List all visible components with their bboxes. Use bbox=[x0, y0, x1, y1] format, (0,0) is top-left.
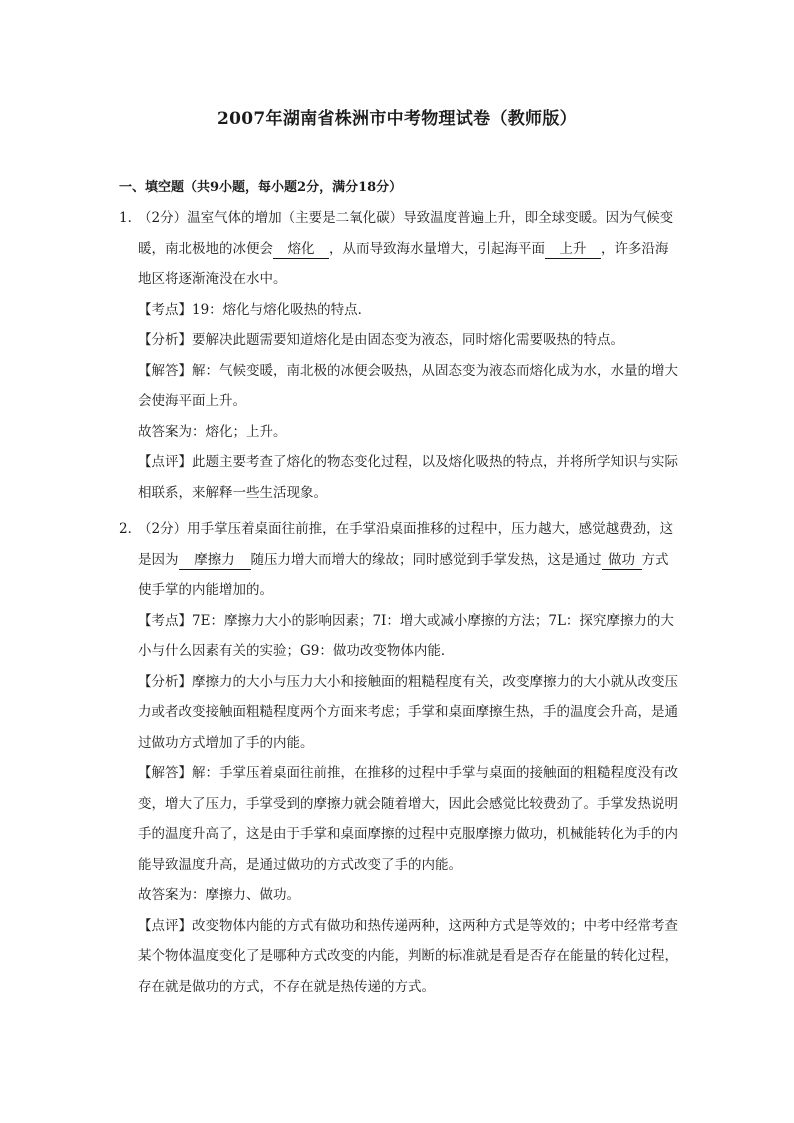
answer-line: 故答案为：熔化；上升。 bbox=[138, 423, 287, 440]
dianping-tag: 【点评】 bbox=[138, 454, 192, 470]
dianping-text: 此题主要考查了熔化的物态变化过程，以及熔化吸热的特点，并将所学知识与实际相联系，来解释一些生活现象。 bbox=[138, 454, 678, 501]
fenxi-text: 要解决此题需要知道熔化是由固态变为液态，同时熔化需要吸热的特点。 bbox=[192, 332, 624, 348]
answer-line: 故答案为：摩擦力、做功。 bbox=[138, 887, 300, 903]
question-stem bbox=[119, 203, 679, 295]
kaodian-block bbox=[138, 295, 679, 326]
fenxi-text: 摩擦力的大小与压力大小和接触面的粗糙程度有关，改变摩擦力的大小就从改变压力或者改变接触面粗糙程度两个方面来考虑；手掌和桌面摩擦生热，手的温度会升高，是通过做功方式增加了手的内能。 bbox=[138, 673, 678, 751]
jieda-text: 解：气候变暖，南北极的冰便会吸热，从固态变为液态而熔化成为水，水量的增大会使海平面上升。 bbox=[138, 362, 678, 409]
answer-blank: 熔化 bbox=[273, 240, 329, 259]
stem-text: （2分）用手掌压着桌面往前推，在手掌沿桌面推移的过程中，压力越大，感觉越费劲，这是因为 bbox=[138, 521, 674, 568]
question-stem bbox=[119, 514, 679, 606]
kaodian-tag: 【考点】 bbox=[138, 612, 192, 629]
jieda-text: 解：手掌压着桌面往前推，在推移的过程中手掌与桌面的接触面的粗糙程度没有改变，增大了压力，手掌受到的摩擦力就会随着增大，因此会感觉比较费劲了。手掌发热说明手的温度升高了，这是由于手掌和桌面摩擦的过程中克服摩擦力做功，机械能转化为手的内能导致温度升高，是通过做功的方式改变了手的内能。 bbox=[138, 765, 678, 873]
fenxi-tag: 【分析】 bbox=[138, 332, 192, 348]
kaodian-text: 7E：摩擦力大小的影响因素；7I：增大或减小摩擦的方法；7L：探究摩擦力的大小与什么因素有关的实验；G9：做功改变物体内能． bbox=[138, 612, 674, 659]
fenxi-tag: 【分析】 bbox=[138, 673, 192, 690]
fenxi-block bbox=[138, 667, 679, 759]
jieda-tag: 【解答】 bbox=[138, 765, 192, 781]
dianping-tag: 【点评】 bbox=[138, 917, 192, 934]
answer-blank: 做功 bbox=[602, 551, 642, 570]
question-number: 1． bbox=[119, 210, 142, 226]
stem-text: 方式使手掌的内能增加的。 bbox=[138, 551, 669, 598]
stem-text: 随压力增大而增大的缘故；同时感觉到手掌发热，这是通过 bbox=[250, 551, 602, 568]
kaodian-block bbox=[138, 606, 679, 667]
kaodian-text: 19：熔化与熔化吸热的特点． bbox=[192, 301, 372, 318]
dianping-block bbox=[138, 447, 679, 508]
answer-blank: 摩擦力 bbox=[179, 551, 251, 570]
question-2 bbox=[119, 514, 679, 1002]
page-title: 2007年湖南省株洲市中考物理试卷（教师版） bbox=[217, 109, 577, 129]
kaodian-tag: 【考点】 bbox=[138, 301, 192, 318]
question-number: 2． bbox=[119, 521, 142, 537]
stem-text: ，许多沿海地区将逐渐淹没在水中。 bbox=[138, 240, 669, 287]
jieda-block bbox=[138, 758, 679, 880]
stem-text: （2分）温室气体的增加（主要是二氧化碳）导致温度普遍上升，即全球变暖。因为气候变暖，南北极地的冰便会 bbox=[138, 210, 674, 257]
stem-text: ，从而导致海水量增大，引起海平面 bbox=[329, 240, 545, 257]
section-heading: 一、填空题（共9小题，每小题2分，满分18分） bbox=[119, 180, 403, 195]
dianping-block bbox=[138, 911, 679, 1003]
answer-blank: 上升 bbox=[545, 240, 601, 259]
fenxi-block bbox=[138, 325, 679, 356]
jieda-tag: 【解答】 bbox=[138, 362, 192, 379]
jieda-block bbox=[138, 356, 679, 417]
dianping-text: 改变物体内能的方式有做功和热传递两种，这两种方式是等效的；中考中经常考查某个物体温度变化了是哪种方式改变的内能，判断的标准就是看是否存在能量的转化过程，存在就是做功的方式，不存在就是热传递的方式。 bbox=[138, 917, 678, 995]
question-1 bbox=[119, 203, 679, 508]
